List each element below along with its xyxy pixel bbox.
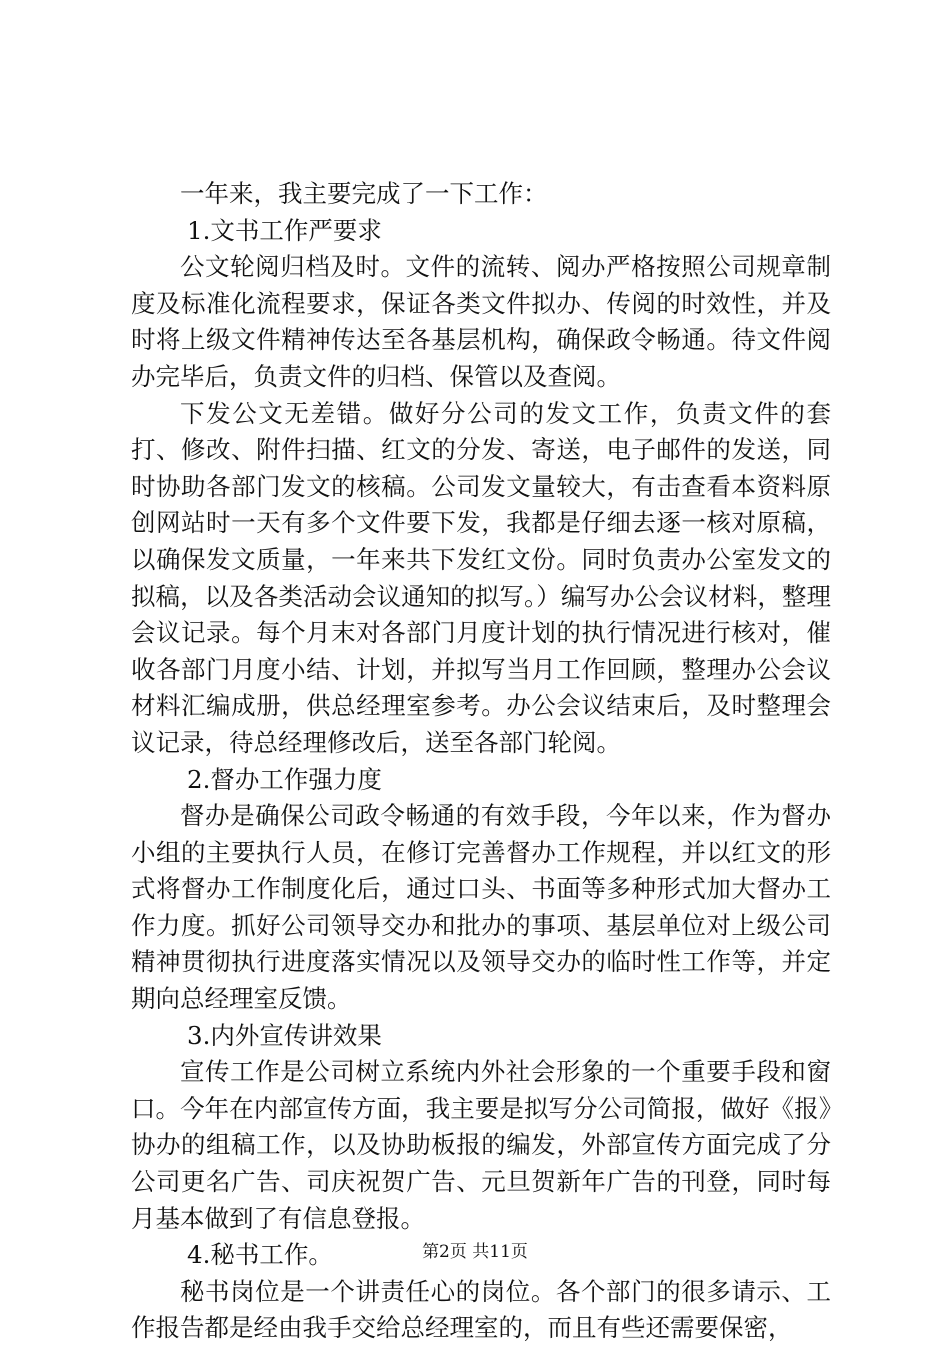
- paragraph-secretary: 秘书岗位是一个讲责任心的岗位。各个部门的很多请示、工作报告都是经由我手交给总经理室的，而且有些还需要保密，: [131, 1276, 831, 1343]
- paragraph-archive: 公文轮阅归档及时。文件的流转、阅办严格按照公司规章制度及标准化流程要求，保证各类文件拟办、传阅的时效性，并及时将上级文件精神传达至各基层机构，确保政令畅通。待文件阅办完毕后，负责文件的归档、保管以及查阅。: [131, 252, 831, 391]
- document-body: [131, 176, 831, 1347]
- paragraph-publicity: 宣传工作是公司树立系统内外社会形象的一个重要手段和窗口。今年在内部宣传方面，我主要是拟写分公司简报，做好《报》协办的组稿工作，以及协助板报的编发，外部宣传方面完成了分公司更名广告、司庆祝贺广告、元旦贺新年广告的刊登，同时每月基本做到了有信息登报。: [131, 1057, 831, 1233]
- section-heading-2: 2.督办工作强力度: [187, 764, 382, 794]
- section-heading-1: 1.文书工作严要求: [187, 215, 382, 245]
- page-number-footer: 第2页 共11页: [422, 1242, 528, 1262]
- section-heading-3: 3.内外宣传讲效果: [187, 1020, 382, 1050]
- paragraph-intro: 一年来，我主要完成了一下工作：: [180, 179, 548, 208]
- paragraph-supervision: 督办是确保公司政令畅通的有效手段，今年以来，作为督办小组的主要执行人员，在修订完善督办工作规程，并以红文的形式将督办工作制度化后，通过口头、书面等多种形式加大督办工作力度。抓好公司领导交办和批办的事项、基层单位对上级公司精神贯彻执行进度落实情况以及领导交办的临时性工作等，并定期向总经理室反馈。: [131, 801, 831, 1014]
- section-heading-4: 4.秘书工作。: [187, 1240, 333, 1270]
- paragraph-dispatch: 下发公文无差错。做好分公司的发文工作，负责文件的套打、修改、附件扫描、红文的分发、寄送，电子邮件的发送，同时协助各部门发文的核稿。公司发文量较大，有击查看本资料原创网站时一天有多个文件要下发，我都是仔细去逐一核对原稿，以确保发文质量，一年来共下发红文份。同时负责办公室发文的拟稿，以及各类活动会议通知的拟写。）编写办公会议材料，整理会议记录。每个月末对各部门月度计划的执行情况进行核对，催收各部门月度小结、计划，并拟写当月工作回顾，整理办公会议材料汇编成册，供总经理室参考。办公会议结束后，及时整理会议记录，待总经理修改后，送至各部门轮阅。: [131, 398, 831, 757]
